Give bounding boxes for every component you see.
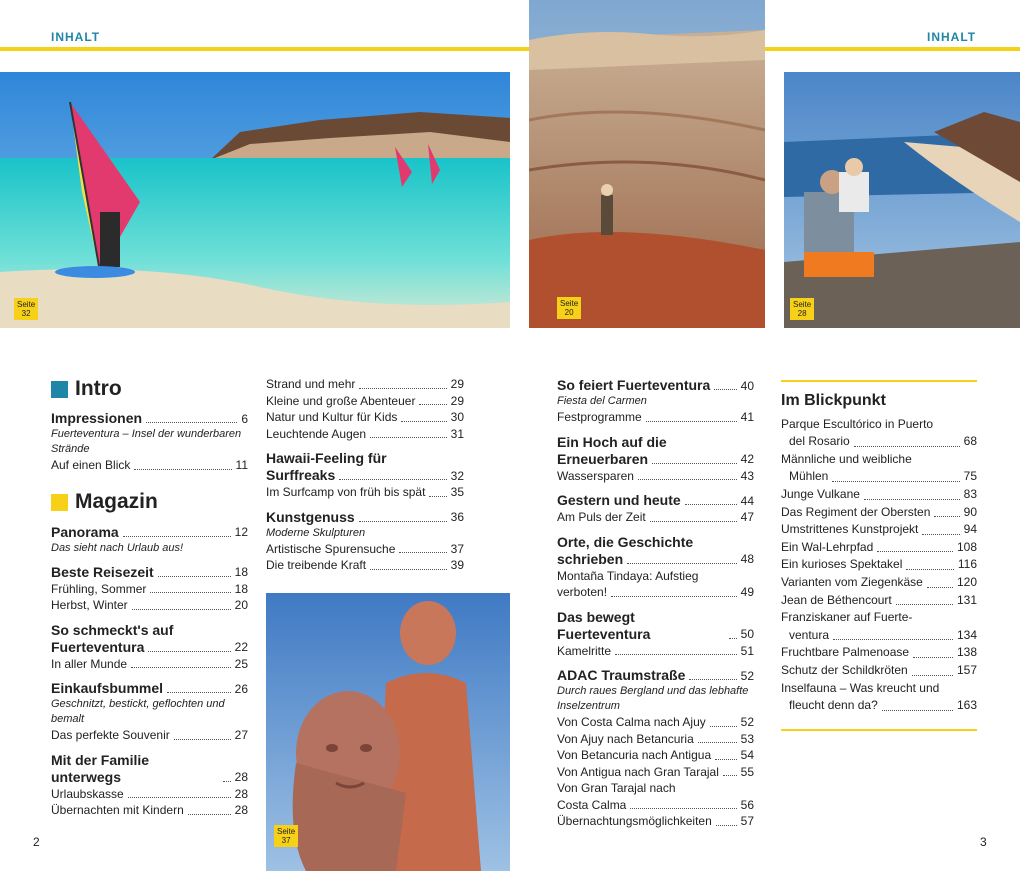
entry-page: 11 — [235, 458, 248, 472]
toc-entry-reisezeit[interactable] — [51, 564, 248, 614]
entry-page: 29 — [450, 377, 464, 391]
entry-page: 134 — [956, 627, 977, 642]
entry-page: 36 — [450, 510, 464, 524]
entry-page: 12 — [234, 525, 248, 539]
toc-entry-hawaii[interactable] — [266, 450, 464, 501]
entry-label: Jean de Béthencourt — [781, 592, 892, 607]
entry-page: 44 — [740, 493, 754, 508]
entry-title: Ein Hoch auf die — [557, 433, 667, 450]
toc-entry-impressionen[interactable] — [51, 410, 248, 474]
entry-label: Übernachten mit Kindern — [51, 803, 184, 817]
hiker-photo — [529, 0, 765, 328]
toc-entry-kunst[interactable] — [266, 509, 464, 574]
blick-entry-muehlen[interactable] — [781, 451, 977, 486]
entry-label: Umstrittenes Kunstprojekt — [781, 522, 919, 537]
entry-page: 83 — [963, 486, 977, 501]
entry-subtitle: Fiesta del Carmen — [557, 395, 647, 407]
entry-label: Natur und Kultur für Kids — [266, 410, 398, 424]
page-badge-28 — [790, 298, 814, 320]
intro-title: Intro — [75, 376, 122, 400]
blickpunkt-box — [781, 380, 977, 731]
entry-page: 42 — [740, 452, 754, 466]
toc-entry-familie[interactable] — [51, 752, 248, 819]
entry-subtitle: Moderne Skulpturen — [266, 526, 366, 539]
entry-title: So schmeckt's auf — [51, 621, 174, 638]
viewpoint-photo — [784, 72, 1020, 328]
entry-title: Hawaii-Feeling für — [266, 450, 387, 466]
badge-label: Seite — [560, 299, 579, 308]
page-number-right: 3 — [980, 835, 987, 849]
entry-label: Übernachtungsmöglichkeiten — [557, 814, 712, 828]
entry-title: Beste Reisezeit — [51, 563, 154, 580]
intro-heading — [51, 376, 248, 402]
entry-page: 40 — [740, 378, 754, 393]
toc-entry-panorama[interactable] — [51, 524, 248, 556]
entry-page: 90 — [963, 504, 977, 519]
entry-page: 54 — [740, 748, 754, 762]
entry-page: 157 — [956, 662, 977, 677]
entry-label: Kleine und große Abenteuer — [266, 393, 416, 408]
page-badge-20 — [557, 297, 581, 319]
badge-page: 20 — [564, 308, 574, 317]
entry-label: Franziskaner auf Fuerte- — [781, 610, 913, 625]
entry-subtitle: Das sieht nach Urlaub aus! — [51, 541, 184, 554]
header-rule-right — [765, 47, 1020, 51]
entry-page: 120 — [956, 574, 977, 589]
entry-label: Junge Vulkane — [781, 486, 860, 501]
entry-page: 94 — [963, 522, 977, 537]
entry-title: Gestern und heute — [557, 492, 681, 508]
badge-page: 37 — [281, 836, 291, 845]
entry-label: Von Ajuy nach Betancuria — [557, 731, 694, 746]
toc-column-2 — [266, 376, 464, 574]
blickpunkt-title: Im Blickpunkt — [781, 392, 886, 409]
toc-entry-bewegt[interactable] — [557, 609, 754, 660]
entry-title: Erneuerbaren — [557, 450, 649, 467]
entry-subtitle: Durch raues Bergland und das lebhafte Inselzentrum — [557, 685, 749, 712]
page-number-left: 2 — [33, 835, 40, 849]
entry-label: Mühlen — [789, 469, 829, 484]
toc-entry-hoch[interactable] — [557, 434, 754, 485]
entry-title: schrieben — [557, 550, 624, 567]
entry-label: Varianten vom Ziegenkäse — [781, 574, 923, 589]
entry-page: 37 — [450, 541, 464, 556]
entry-label: Das Regiment der Obersten — [781, 504, 931, 519]
entry-page: 53 — [740, 731, 754, 746]
entry-page: 43 — [740, 468, 754, 483]
entry-title: Das bewegt Fuerteventura — [557, 608, 651, 642]
toc-entry-orte[interactable] — [557, 534, 754, 601]
entry-label: Herbst, Winter — [51, 598, 128, 612]
entry-page: 29 — [450, 393, 464, 408]
page-badge-37 — [274, 825, 298, 847]
header-rule-left — [0, 47, 529, 51]
entry-label: fleucht denn da? — [789, 698, 878, 713]
toc-entry-feiert[interactable] — [557, 377, 754, 426]
entry-page: 22 — [234, 640, 248, 654]
entry-label: Am Puls der Zeit — [557, 510, 646, 524]
entry-page: 20 — [234, 598, 248, 612]
blick-entry-franz[interactable] — [781, 609, 977, 644]
entry-page: 6 — [241, 411, 248, 426]
entry-page: 32 — [450, 468, 464, 483]
entry-title: Orte, die Geschichte — [557, 533, 694, 550]
entry-label: Frühling, Sommer — [51, 581, 147, 596]
entry-label: Strand und mehr — [266, 377, 356, 391]
entry-label: Im Surfcamp von früh bis spät — [266, 485, 426, 499]
entry-page: 28 — [234, 786, 248, 801]
entry-page: 68 — [963, 434, 977, 449]
entry-title: Panorama — [51, 523, 119, 540]
entry-label: Leuchtende Augen — [266, 426, 367, 441]
entry-page: 31 — [450, 426, 464, 441]
entry-label: del Rosario — [789, 434, 850, 449]
windsurf-photo — [0, 72, 510, 328]
entry-label: Artistische Spurensuche — [266, 541, 396, 556]
entry-page: 26 — [234, 681, 248, 696]
toc-column-1 — [51, 376, 248, 819]
entry-page: 49 — [740, 585, 754, 599]
entry-page: 27 — [234, 728, 248, 742]
entry-page: 163 — [956, 698, 977, 713]
entry-label: Von Antigua nach Gran Tarajal — [557, 764, 719, 779]
entry-page: 51 — [740, 643, 754, 658]
sculpture-photo — [266, 593, 510, 871]
badge-page: 32 — [21, 309, 31, 318]
entry-page: 39 — [450, 558, 464, 572]
entry-page: 28 — [234, 803, 248, 817]
entry-label: Inselfauna – Was kreucht und — [781, 680, 940, 695]
entry-label: Die treibende Kraft — [266, 558, 367, 572]
entry-label: Von Costa Calma nach Ajuy — [557, 715, 706, 729]
entry-label: Costa Calma — [557, 797, 627, 812]
blick-entry[interactable] — [781, 539, 977, 557]
magazin-heading — [51, 490, 248, 516]
entry-page: 25 — [234, 656, 248, 671]
blick-entry[interactable] — [781, 521, 977, 539]
entry-page: 18 — [234, 565, 248, 579]
entry-page: 108 — [956, 539, 977, 554]
entry-page: 50 — [740, 627, 754, 641]
toc-entry-adac[interactable] — [557, 667, 754, 830]
entry-label: verboten! — [557, 585, 608, 599]
entry-label: Parque Escultórico in Puerto — [781, 416, 934, 431]
blick-entry[interactable] — [781, 556, 977, 574]
magazin-title: Magazin — [75, 490, 158, 514]
entry-page: 52 — [740, 668, 754, 683]
blick-entry[interactable] — [781, 504, 977, 522]
entry-page: 41 — [740, 410, 754, 424]
entry-page: 116 — [957, 557, 977, 572]
entry-label: Das perfekte Souvenir — [51, 728, 170, 742]
entry-title: Kunstgenuss — [266, 508, 355, 525]
entry-page: 30 — [450, 410, 464, 424]
entry-label: Urlaubskasse — [51, 786, 124, 801]
entry-title: So feiert Fuerteventura — [557, 377, 711, 393]
page-badge-32 — [14, 298, 38, 320]
toc-entry-einkauf[interactable] — [51, 680, 248, 744]
toc-entry-gestern[interactable] — [557, 492, 754, 526]
section-header-left: INHALT — [51, 30, 101, 44]
blick-entry[interactable] — [781, 592, 977, 610]
blick-entry-parque[interactable] — [781, 416, 977, 451]
entry-title: ADAC Traumstraße — [557, 667, 686, 683]
entry-page: 57 — [740, 814, 754, 828]
entry-page: 56 — [740, 797, 754, 812]
toc-column-3 — [557, 377, 754, 830]
entry-label: Schutz der Schildkröten — [781, 662, 908, 677]
entry-subtitle: Fuerteventura – Insel der wunderbaren Strände — [51, 428, 242, 455]
blick-entry[interactable] — [781, 662, 977, 680]
badge-label: Seite — [17, 300, 36, 309]
entry-label: Von Betancuria nach Antigua — [557, 748, 712, 762]
entry-page: 75 — [963, 469, 977, 484]
blick-entry[interactable] — [781, 644, 977, 662]
entry-label: Auf einen Blick — [51, 458, 131, 472]
entry-label: Festprogramme — [557, 410, 642, 424]
blick-entry[interactable] — [781, 486, 977, 504]
entry-page: 48 — [740, 552, 754, 566]
entry-page: 55 — [740, 764, 754, 779]
entry-subtitle: Geschnitzt, bestickt, geflochten und bemalt — [51, 698, 225, 725]
entry-page: 28 — [234, 770, 248, 784]
section-header-right: INHALT — [927, 30, 977, 44]
entry-title: Mit der Familie unterwegs — [51, 751, 150, 785]
entry-label: Von Gran Tarajal nach — [557, 781, 676, 795]
entry-title: Fuerteventura — [51, 638, 145, 655]
entry-label: Ein kurioses Spektakel — [781, 557, 903, 572]
entry-label: Ein Wal-Lehrpfad — [781, 539, 874, 554]
entry-page: 18 — [234, 581, 248, 596]
entry-page: 138 — [956, 645, 977, 660]
entry-label: Montaña Tindaya: Aufstieg — [557, 568, 699, 583]
magazin-square-icon — [51, 494, 68, 511]
entry-label: Wassersparen — [557, 468, 634, 483]
entry-page: 52 — [740, 715, 754, 729]
entry-label: Kamelritte — [557, 643, 612, 658]
entry-page: 47 — [740, 510, 754, 524]
badge-label: Seite — [793, 300, 812, 309]
entry-page: 131 — [956, 592, 977, 607]
badge-label: Seite — [277, 827, 296, 836]
entry-label: Fruchtbare Palmenoase — [781, 645, 910, 660]
entry-label: In aller Munde — [51, 656, 128, 671]
badge-page: 28 — [797, 309, 807, 318]
blick-entry-insel[interactable] — [781, 680, 977, 715]
blick-entry[interactable] — [781, 574, 977, 592]
toc-entry-kids[interactable] — [266, 376, 464, 442]
entry-page: 35 — [450, 485, 464, 499]
entry-label: Männliche und weibliche — [781, 451, 912, 466]
entry-title: Impressionen — [51, 410, 143, 426]
toc-entry-schmeckt[interactable] — [51, 622, 248, 673]
intro-square-icon — [51, 381, 68, 398]
entry-title: Surffreaks — [266, 467, 336, 483]
entry-label: ventura — [789, 627, 830, 642]
entry-title: Einkaufsbummel — [51, 680, 164, 696]
